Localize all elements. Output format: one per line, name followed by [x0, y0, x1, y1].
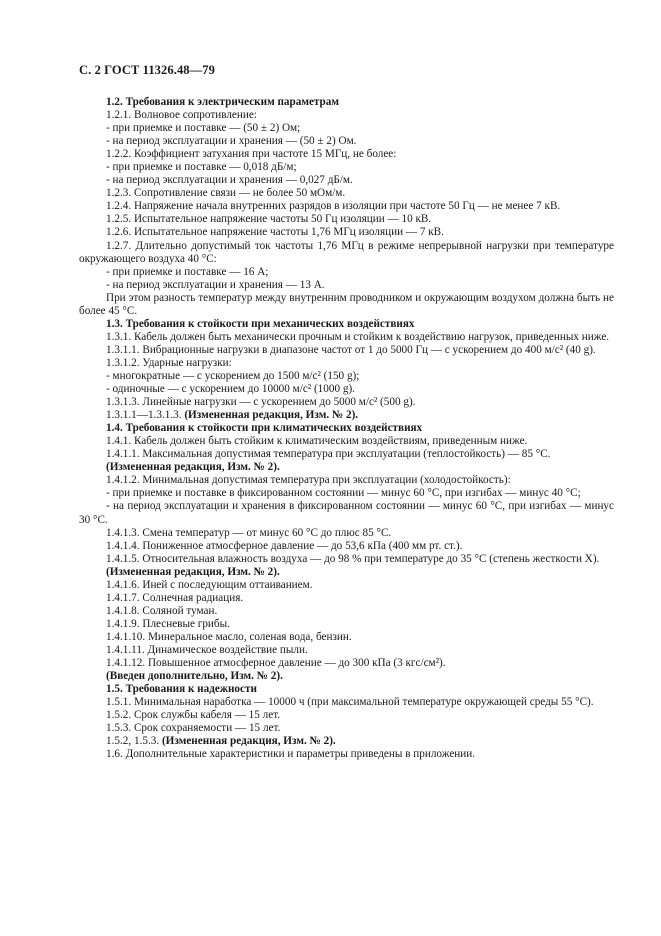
paragraph: 1.4.1.2. Минимальная допустимая температура при эксплуатации (холодостойкость): [106, 474, 511, 487]
paragraph: 1.4.1.5. Относительная влажность воздуха — до 98 % при температуре до 35 °С (степень жесткости X). [106, 552, 600, 565]
paragraph: 1.2.5. Испытательное напряжение частоты 50 Гц изоляции — 10 кВ. [106, 213, 432, 226]
paragraph: 1.3.1.2. Ударные нагрузки: [106, 356, 232, 369]
paragraph: 1.5.3. Срок сохраняемости — 15 лет. [106, 722, 281, 735]
amendment-note: (Измененная редакция, Изм. № 2). [106, 565, 280, 578]
section-heading: 1.5. Требования к надежности [106, 683, 257, 696]
dash-item: - на период эксплуатации и хранения — 0,027 дБ/м. [106, 174, 353, 187]
paragraph: 1.3.1.1. Вибрационные нагрузки в диапазоне частот от 1 до 5000 Гц — с ускорением до 400 м/с² (40 g). [106, 343, 596, 356]
dash-item: - при приемке и поставке — 16 А; [106, 265, 269, 278]
paragraph: 1.4.1.8. Соляной туман. [106, 604, 218, 617]
section-heading: 1.4. Требования к стойкости при климатических воздействиях [106, 422, 423, 435]
paragraph: 1.2.4. Напряжение начала внутренних разрядов в изоляции при частоте 50 Гц — не менее 7 кВ. [106, 200, 561, 213]
document-body [79, 96, 614, 761]
paragraph: 1.2.6. Испытательное напряжение частоты 1,76 МГц изоляции — 7 кВ. [106, 226, 444, 239]
dash-item: - на период эксплуатации и хранения — (50 ± 2) Ом. [106, 135, 357, 148]
paragraph: При этом разность температур между внутренним проводником и окружающим воздухом должна быть не более 45 °С. [79, 291, 614, 317]
paragraph: 1.4.1.7. Солнечная радиация. [106, 591, 244, 604]
paragraph: 1.4.1.12. Повышенное атмосферное давление — до 300 кПа (3 кгс/см²). [106, 657, 446, 670]
paragraph: 1.4.1.9. Плесневые грибы. [106, 617, 230, 630]
paragraph: 1.2.1. Волновое сопротивление: [106, 109, 257, 122]
paragraph: 1.2.3. Сопротивление связи — не более 50 мОм/м. [106, 187, 346, 200]
clause-range: 1.5.2, 1.5.3. [106, 735, 160, 748]
paragraph: 1.5.2. Срок службы кабеля — 15 лет. [106, 709, 281, 722]
paragraph: 1.2.2. Коэффициент затухания при частоте 15 МГц, не более: [106, 148, 397, 161]
dash-item: - при приемке и поставке — 0,018 дБ/м; [106, 161, 297, 174]
paragraph: 1.4.1.1. Максимальная допустимая температура при эксплуатации (теплостойкость) — 85 °С. [106, 448, 551, 461]
paragraph: 1.6. Дополнительные характеристики и параметры приведены в приложении. [106, 748, 476, 761]
dash-item: - многократные — с ускорением до 1500 м/с² (150 g); [106, 369, 360, 382]
amendment-note: (Измененная редакция, Изм. № 2). [161, 735, 336, 748]
dash-item: - на период эксплуатации и хранения — 13 А. [106, 278, 325, 291]
dash-item: - при приемке и поставке — (50 ± 2) Ом; [106, 122, 301, 135]
paragraph: 1.3.1. Кабель должен быть механически прочным и стойким к воздействию нагрузок, приведенных ниже. [106, 330, 610, 343]
paragraph: 1.4.1.6. Иней с последующим оттаиванием. [106, 578, 313, 591]
paragraph: 1.4.1.3. Смена температур — от минус 60 °С до плюс 85 °С. [106, 526, 392, 539]
amendment-note: (Измененная редакция, Изм. № 2). [184, 409, 359, 422]
paragraph: 1.4.1.11. Динамическое воздействие пыли. [106, 643, 308, 656]
paragraph: 1.4.1.10. Минеральное масло, соленая вода, бензин. [106, 630, 352, 643]
paragraph: 1.4.1. Кабель должен быть стойким к климатическим воздействиям, приведенным ниже. [106, 435, 528, 448]
amendment-note: (Введен дополнительно, Изм. № 2). [106, 670, 283, 683]
clause-range: 1.3.1.1—1.3.1.3. [106, 409, 182, 422]
page-header: С. 2 ГОСТ 11326.48—79 [79, 63, 215, 77]
paragraph: 1.4.1.4. Пониженное атмосферное давление — до 53,6 кПа (400 мм рт. ст.). [106, 539, 463, 552]
dash-item: - при приемке и поставке в фиксированном состоянии — минус 60 °С, при изгибах — минус 40 °С; [106, 487, 581, 500]
dash-item: - на период эксплуатации и хранения в фиксированном состоянии — минус 60 °С, при изгибах — минус 30 °С. [79, 500, 614, 526]
paragraph: 1.5.1. Минимальная наработка — 10000 ч (при максимальной температуре окружающей среды 55 °С). [106, 696, 594, 709]
amendment-line [79, 409, 614, 422]
paragraph: 1.3.1.3. Линейные нагрузки — с ускорением до 5000 м/с² (500 g). [106, 396, 416, 409]
section-heading: 1.3. Требования к стойкости при механических воздействиях [106, 317, 415, 330]
dash-item: - одиночные — с ускорением до 10000 м/с² (1000 g). [106, 383, 355, 396]
section-heading: 1.2. Требования к электрическим параметрам [106, 96, 339, 108]
amendment-line [79, 735, 614, 748]
paragraph: 1.2.7. Длительно допустимый ток частоты 1,76 МГц в режиме непрерывной нагрузки при температуре окружающего воздуха 40 °С: [79, 239, 614, 265]
amendment-note: (Измененная редакция, Изм. № 2). [106, 461, 280, 474]
